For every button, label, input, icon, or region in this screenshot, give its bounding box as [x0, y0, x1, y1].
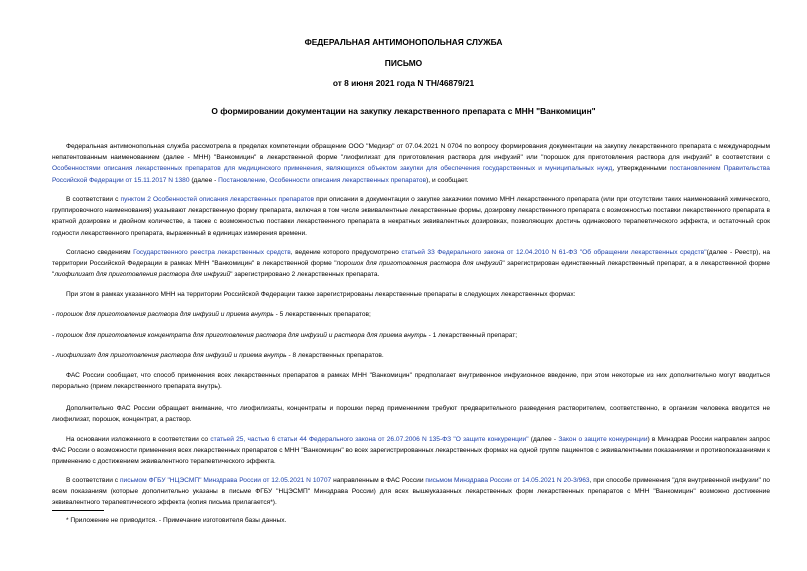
text: , при способе применения "для внутривенной инфузии" по всем показаниям (которые дополнительно указаны в письме ФГБУ "НЦЭСМП" Минздрава России) для всех вышеуказанных лекарственных форм лекарственных препаратов с МНН "Ванкомицин" возможно достижение эквивалентного терапевтического эффекта (копия письма прилагается*).: [52, 477, 770, 507]
text: В соответствии с: [66, 477, 120, 484]
paragraph-1: [52, 141, 770, 186]
form-name: порошок для приготовления раствора для инфузий: [336, 260, 503, 268]
link-reestr[interactable]: Государственного реестра лекарственных средств: [133, 249, 291, 256]
link-postanovlenie-osobennosti[interactable]: Постановление, Особенности описания лекарственных препаратов: [218, 176, 427, 184]
link-statya-25[interactable]: статьей 25, частью 6 статьи 44 Федерального закона от 26.07.2006 N 135-ФЗ "О защите конкуренции": [210, 436, 529, 443]
form-name: - порошок для приготовления концентрата для приготовления раствора для инфузий и раствора для приема внутрь: [52, 332, 427, 339]
text: , ведение которого предусмотрено: [290, 249, 402, 256]
footnote: * Приложение не приводится. - Примечание изготовителя базы данных.: [66, 517, 287, 524]
text: , утвержденными: [612, 165, 670, 173]
text: ), и сообщает.: [426, 176, 469, 184]
form-count: - 8 лекарственных препаратов.: [286, 352, 384, 359]
text: ) в Минздрав России направлен запрос ФАС России о возможности применения всех лекарственных препаратов с МНН "Ванкомицин" во всех зарегистрированных лекарственных формах на одной группе пациентов с эквивалентными показаниями и противопоказаниями к применению с достижением эквивалентного терапевтического эффекта.: [52, 436, 771, 466]
link-zakon-konkurencii[interactable]: Закон о защите конкуренции: [558, 436, 648, 443]
text: " зарегистрирован единственный лекарственный препарат, а в лекарственной форме ": [52, 260, 770, 279]
text: (далее -: [528, 436, 559, 443]
paragraph-5: ФАС России сообщает, что способ применения всех лекарственных препаратов в рамках МНН "Ванкомицин" предполагает внутривенное инфузионное введение, при этом некоторые из них дополнительно могут вводиться перорально (прием лекарственного препарата внутрь).: [52, 372, 770, 391]
text: Федеральная антимонопольная служба рассмотрела в пределах компетенции обращение ООО "Медиэр" от 07.04.2021 N 0704 по вопросу формирования документации на закупку лекарственного препарата с международным непатентованным наименованием (далее - МНН) "Ванкомицин" в лекарственной форме "лиофилизат для приготовления раствора для инфузий" или "порошок для приготовления раствора для инфузий" в соответствии с: [52, 143, 770, 162]
form-name: - лиофилизат для приготовления раствора для инфузий и приема внутрь: [52, 352, 287, 359]
footnote-divider: [52, 510, 104, 511]
link-pismo-ncesmp[interactable]: письмом ФГБУ "НЦЭСМП" Минздрава России от 12.05.2021 N 10707: [119, 477, 332, 484]
link-pismo-minzdrav[interactable]: письмом Минздрава России от 14.05.2021 N 20-3/963: [425, 477, 590, 484]
link-pravitelstvo[interactable]: Правительства Российской Федерации от 15.11.2017 N 1380: [52, 165, 770, 184]
paragraph-4: При этом в рамках указанного МНН на территории Российской Федерации также зарегистрированы лекарственные препараты в следующих лекарственных формах:: [66, 291, 576, 298]
link-statya-33[interactable]: статьей 33 Федерального закона от 12.04.2010 N 61-ФЗ "Об обращении лекарственных средств": [401, 249, 707, 256]
link-postanovlenie[interactable]: постановлением: [669, 165, 721, 173]
text: В соответствии с: [66, 196, 121, 203]
text: На основании изложенного в соответствии со: [66, 436, 211, 443]
form-count: - 1 лекарственный препарат;: [426, 332, 518, 339]
form-item-2: [52, 332, 517, 339]
doc-subject: О формировании документации на закупку лекарственного препарата с МНН "Ванкомицин": [211, 106, 596, 116]
form-name: лиофилизат для приготовления раствора для инфузий: [54, 271, 231, 279]
form-count: - 5 лекарственных препаратов;: [273, 311, 371, 318]
form-item-3: [52, 352, 384, 359]
form-item-1: [52, 311, 371, 318]
text: направленным в ФАС России: [331, 477, 426, 484]
doc-type: ПИСЬМО: [384, 58, 423, 68]
form-name: - порошок для приготовления раствора для инфузий и приема внутрь: [52, 311, 274, 318]
agency-title: ФЕДЕРАЛЬНАЯ АНТИМОНОПОЛЬНАЯ СЛУЖБА: [304, 37, 503, 47]
text: Согласно сведениям: [66, 249, 134, 256]
paragraph-2: [52, 194, 770, 239]
paragraph-8: [52, 475, 770, 509]
text: (далее -: [189, 176, 219, 184]
doc-date-number: от 8 июня 2021 года N ТН/46879/21: [332, 78, 475, 88]
link-osobennosti[interactable]: Особенностями описания лекарственных препаратов для медицинского применения, являющихся объектом закупки для обеспечения государственных и муниципальных нужд: [52, 165, 613, 173]
paragraph-3: [52, 247, 770, 281]
link-punkt-2[interactable]: пунктом 2 Особенностей описания лекарственных препаратов: [120, 196, 315, 203]
text: " зарегистрировано 2 лекарственных препарата.: [230, 271, 380, 279]
paragraph-7: [52, 434, 770, 468]
paragraph-6: Дополнительно ФАС России обращает внимание, что лиофилизаты, концентраты и порошки перед применением требуют предварительного разведения растворителем, соответственно, в организм человека вводится не лиофилизат, порошок, концентрат, а раствор.: [52, 405, 770, 424]
text: (далее - Реестр), на территории Российской Федерации в рамках МНН "Ванкомицин" в лекарственной форме ": [52, 249, 770, 268]
text: при описании в документации о закупке заказчики помимо МНН лекарственного препарата (или при отсутствии таких наименований химического, группировочного наименования) указывают лекарственную форму препарата, включая в том числе эквивалентные лекарственные формы, дозировку лекарственного препарата с возможностью поставки лекарственного препарата в кратной дозировке и двойном количестве, а также с возможностью поставки лекарственного препарата в некратных эквивалентных дозировках, позволяющих достичь одинакового терапевтического эффекта, и остаточный срок годности лекарственного препарата, выраженный в единицах измерения времени.: [52, 196, 771, 237]
